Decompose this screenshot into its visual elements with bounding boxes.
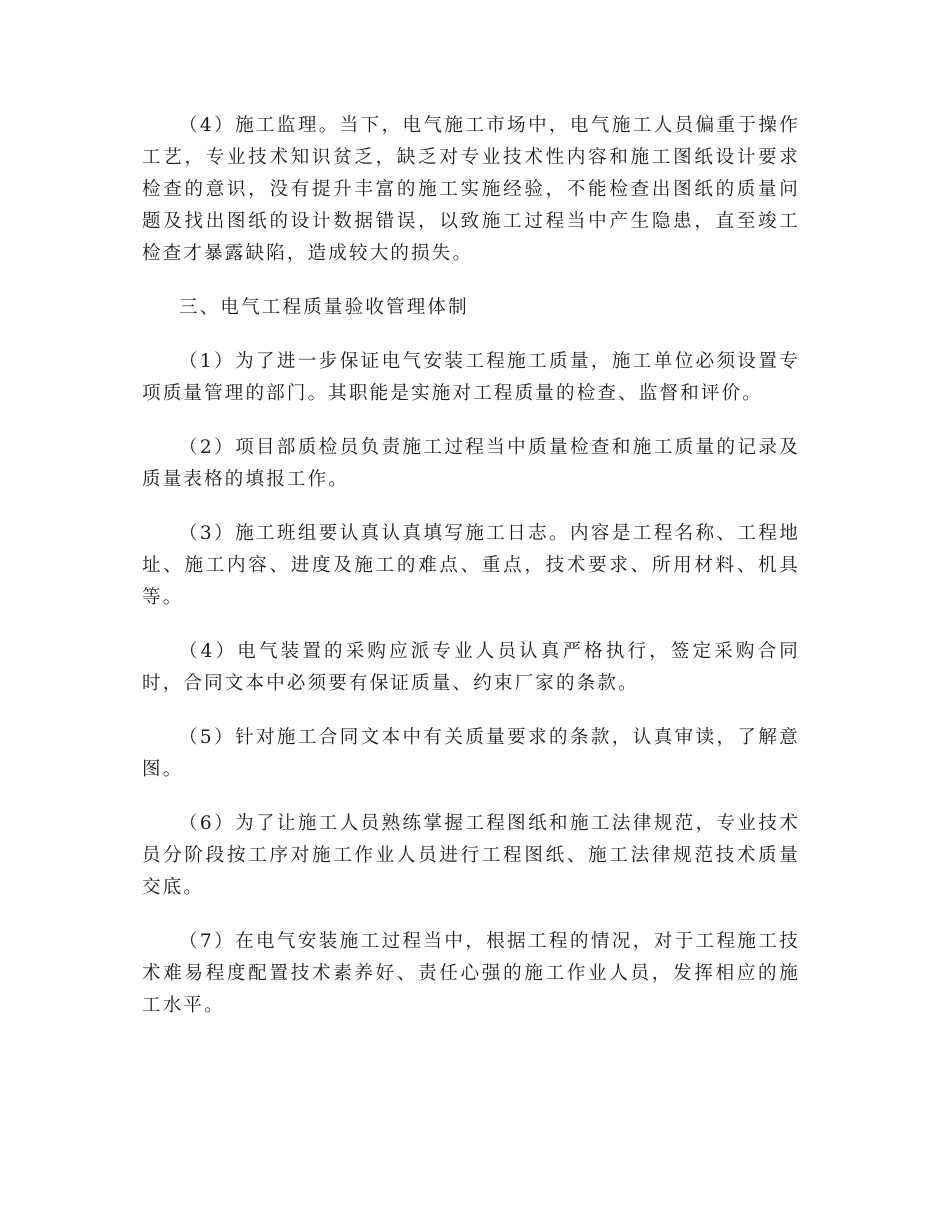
list-item: （6）为了让施工人员熟练掌握工程图纸和施工法律规范，专业技术员分阶段按工序对施工作业人员进行工程图纸、施工法律规范技术质量交底。 <box>142 813 800 898</box>
list-item: （7）在电气安装施工过程当中，根据工程的情况，对于工程施工技术难易程度配置技术素养好、责任心强的施工作业人员，发挥相应的施工水平。 <box>142 931 800 1016</box>
list-item: （3）施工班组要认真认真填写施工日志。内容是工程名称、工程地址、施工内容、进度及施工的难点、重点，技术要求、所用材料、机具等。 <box>142 523 800 608</box>
paragraph-construction-supervision: （4）施工监理。当下，电气施工市场中，电气施工人员偏重于操作工艺，专业技术知识贫乏，缺乏对专业技术性内容和施工图纸设计要求检查的意识，没有提升丰富的施工实施经验，不能检查出图纸的质量问题及找出图纸的设计数据错误，以致施工过程当中产生隐患，直至竣工检查才暴露缺陷，造成较大的损失。 <box>142 115 800 264</box>
section-heading: 三、电气工程质量验收管理体制 <box>179 297 469 318</box>
list-item: （5）针对施工合同文本中有关质量要求的条款，认真审读，了解意图。 <box>142 727 800 780</box>
list-item: （2）项目部质检员负责施工过程当中质量检查和施工质量的记录及质量表格的填报工作。 <box>142 437 800 490</box>
list-item: （4）电气装置的采购应派专业人员认真严格执行，签定采购合同时，合同文本中必须要有保证质量、约束厂家的条款。 <box>142 641 800 694</box>
list-item: （1）为了进一步保证电气安装工程施工质量，施工单位必须设置专项质量管理的部门。其职能是实施对工程质量的检查、监督和评价。 <box>142 351 800 404</box>
